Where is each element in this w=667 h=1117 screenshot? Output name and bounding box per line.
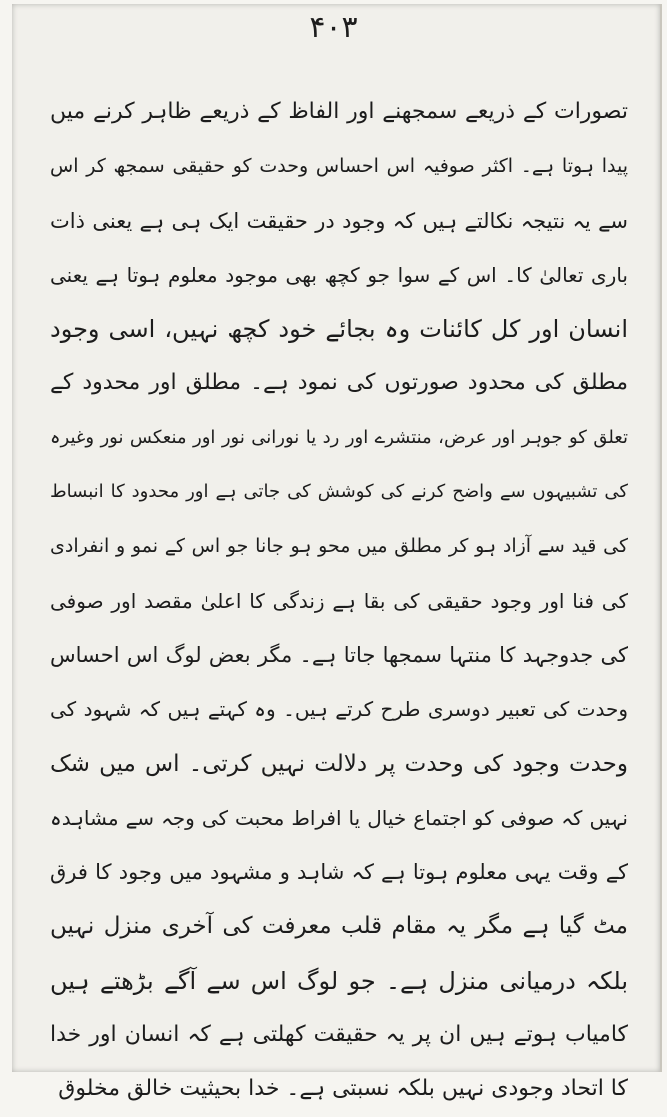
text-line: کے وقت یہی معلوم ہوتا ہے کہ شاہد و مشہود میں وجود کا فرق: [50, 860, 628, 885]
text-line: کی فنا اور وجود حقیقی کی بقا ہے زندگی کا اعلیٰ مقصد اور صوفی: [50, 588, 628, 613]
text-line: انسان اور کل کائنات وہ بجائے خود کچھ نہیں، اسی وجود: [50, 315, 628, 344]
text-line: وحدت وجود کی وحدت پر دلالت نہیں کرتی۔ اس میں شک: [50, 750, 628, 777]
text-line: کی تشبیہوں سے واضح کرنے کی کوشش کی جاتی ہے اور محدود کا انبساط: [50, 481, 628, 503]
text-line: نہیں کہ صوفی کو اجتماع خیال یا افراط محبت کی وجہ سے مشاہدہ: [50, 805, 628, 830]
text-line: کی قید سے آزاد ہو کر مطلق میں محو ہو جانا جو اس کے نمو و انفرادی: [50, 535, 628, 558]
text-line: پیدا ہوتا ہے۔ اکثر صوفیہ اس احساس وحدت کو حقیقی سمجھ کر اس: [50, 155, 628, 178]
text-line: مطلق کی محدود صورتوں کی نمود ہے۔ مطلق اور محدود کے: [50, 370, 628, 396]
text-line: تصورات کے ذریعے سمجھنے اور الفاظ کے ذریعے ظاہر کرنے میں: [50, 99, 628, 124]
text-line: کی جدوجہد کا منتہا سمجھا جاتا ہے۔ مگر بعض لوگ اس احساس: [50, 642, 628, 667]
text-line: تعلق کو جوہر اور عرض، منتشرے اور رد یا نورانی نور اور منعکس نور وغیرہ: [50, 426, 628, 448]
page-body-text: [50, 85, 628, 1117]
text-line: بلکہ درمیانی منزل ہے۔ جو لوگ اس سے آگے بڑھتے ہیں: [50, 966, 628, 995]
page-number: ۴۰۳: [309, 10, 358, 45]
text-line: کامیاب ہوتے ہیں ان پر یہ حقیقت کھلتی ہے کہ انسان اور خدا: [50, 1022, 628, 1048]
text-line: باری تعالیٰ کا۔ اس کے سوا جو کچھ بھی موجود معلوم ہوتا ہے یعنی: [50, 262, 628, 287]
text-line: وحدت کی تعبیر دوسری طرح کرتے ہیں۔ وہ کہتے ہیں کہ شہود کی: [50, 697, 628, 722]
text-line: سے یہ نتیجہ نکالتے ہیں کہ وجود در حقیقت ایک ہی ہے یعنی ذات: [50, 208, 628, 233]
text-line: مٹ گیا ہے مگر یہ مقام قلب معرفت کی آخری منزل نہیں: [50, 913, 628, 940]
text-line: کا اتحاد وجودی نہیں بلکہ نسبتی ہے۔ خدا بحیثیت خالق مخلوق: [58, 1076, 628, 1102]
